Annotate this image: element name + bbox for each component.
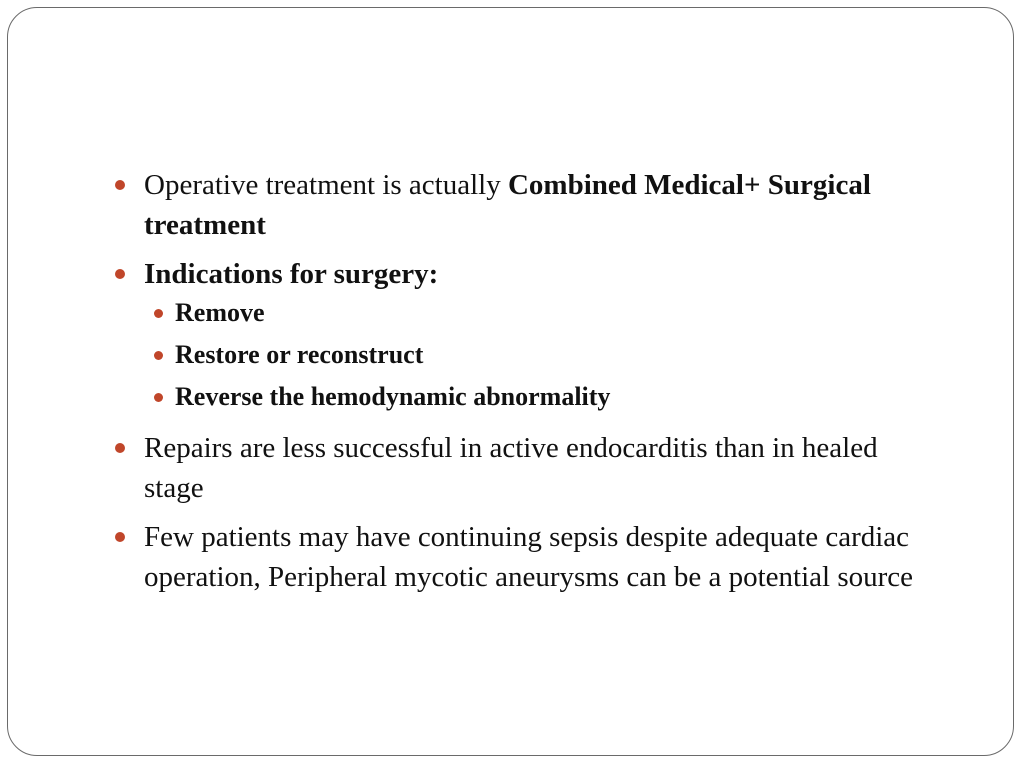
sub-bullet-text: Restore or reconstruct — [175, 340, 424, 369]
sub-bullet-dot-icon — [154, 351, 163, 360]
sub-bullet-item — [114, 338, 914, 372]
sub-bullet-item — [114, 380, 914, 414]
bullet-dot-icon — [115, 269, 125, 279]
sub-bullet-text: Reverse the hemodynamic abnormality — [175, 382, 611, 411]
sub-bullet-dot-icon — [154, 393, 163, 402]
sub-bullet-item — [114, 296, 914, 330]
bullet-item — [114, 254, 914, 294]
bullet-text-bold: Combined Medical+ Surgical treatment — [144, 169, 871, 241]
bullet-text: Few patients may have continuing sepsis despite adequate cardiac operation, Peripheral mycotic aneurysms can be a potential source — [144, 521, 914, 593]
sub-bullet-text: Remove — [175, 298, 265, 327]
bullet-dot-icon — [115, 532, 125, 542]
bullet-text: Repairs are less successful in active endocarditis than in healed stage — [144, 432, 878, 504]
sub-bullet-dot-icon — [154, 309, 163, 318]
bullet-dot-icon — [115, 180, 125, 190]
bullet-item — [114, 428, 914, 508]
bullet-dot-icon — [115, 443, 125, 453]
bullet-text: Operative treatment is actually — [144, 169, 508, 201]
bullet-item — [114, 165, 914, 245]
bullet-item — [114, 517, 914, 597]
slide-content — [114, 165, 914, 606]
sub-bullet-list — [114, 296, 914, 414]
bullet-text-bold: Indications for surgery: — [144, 258, 439, 290]
